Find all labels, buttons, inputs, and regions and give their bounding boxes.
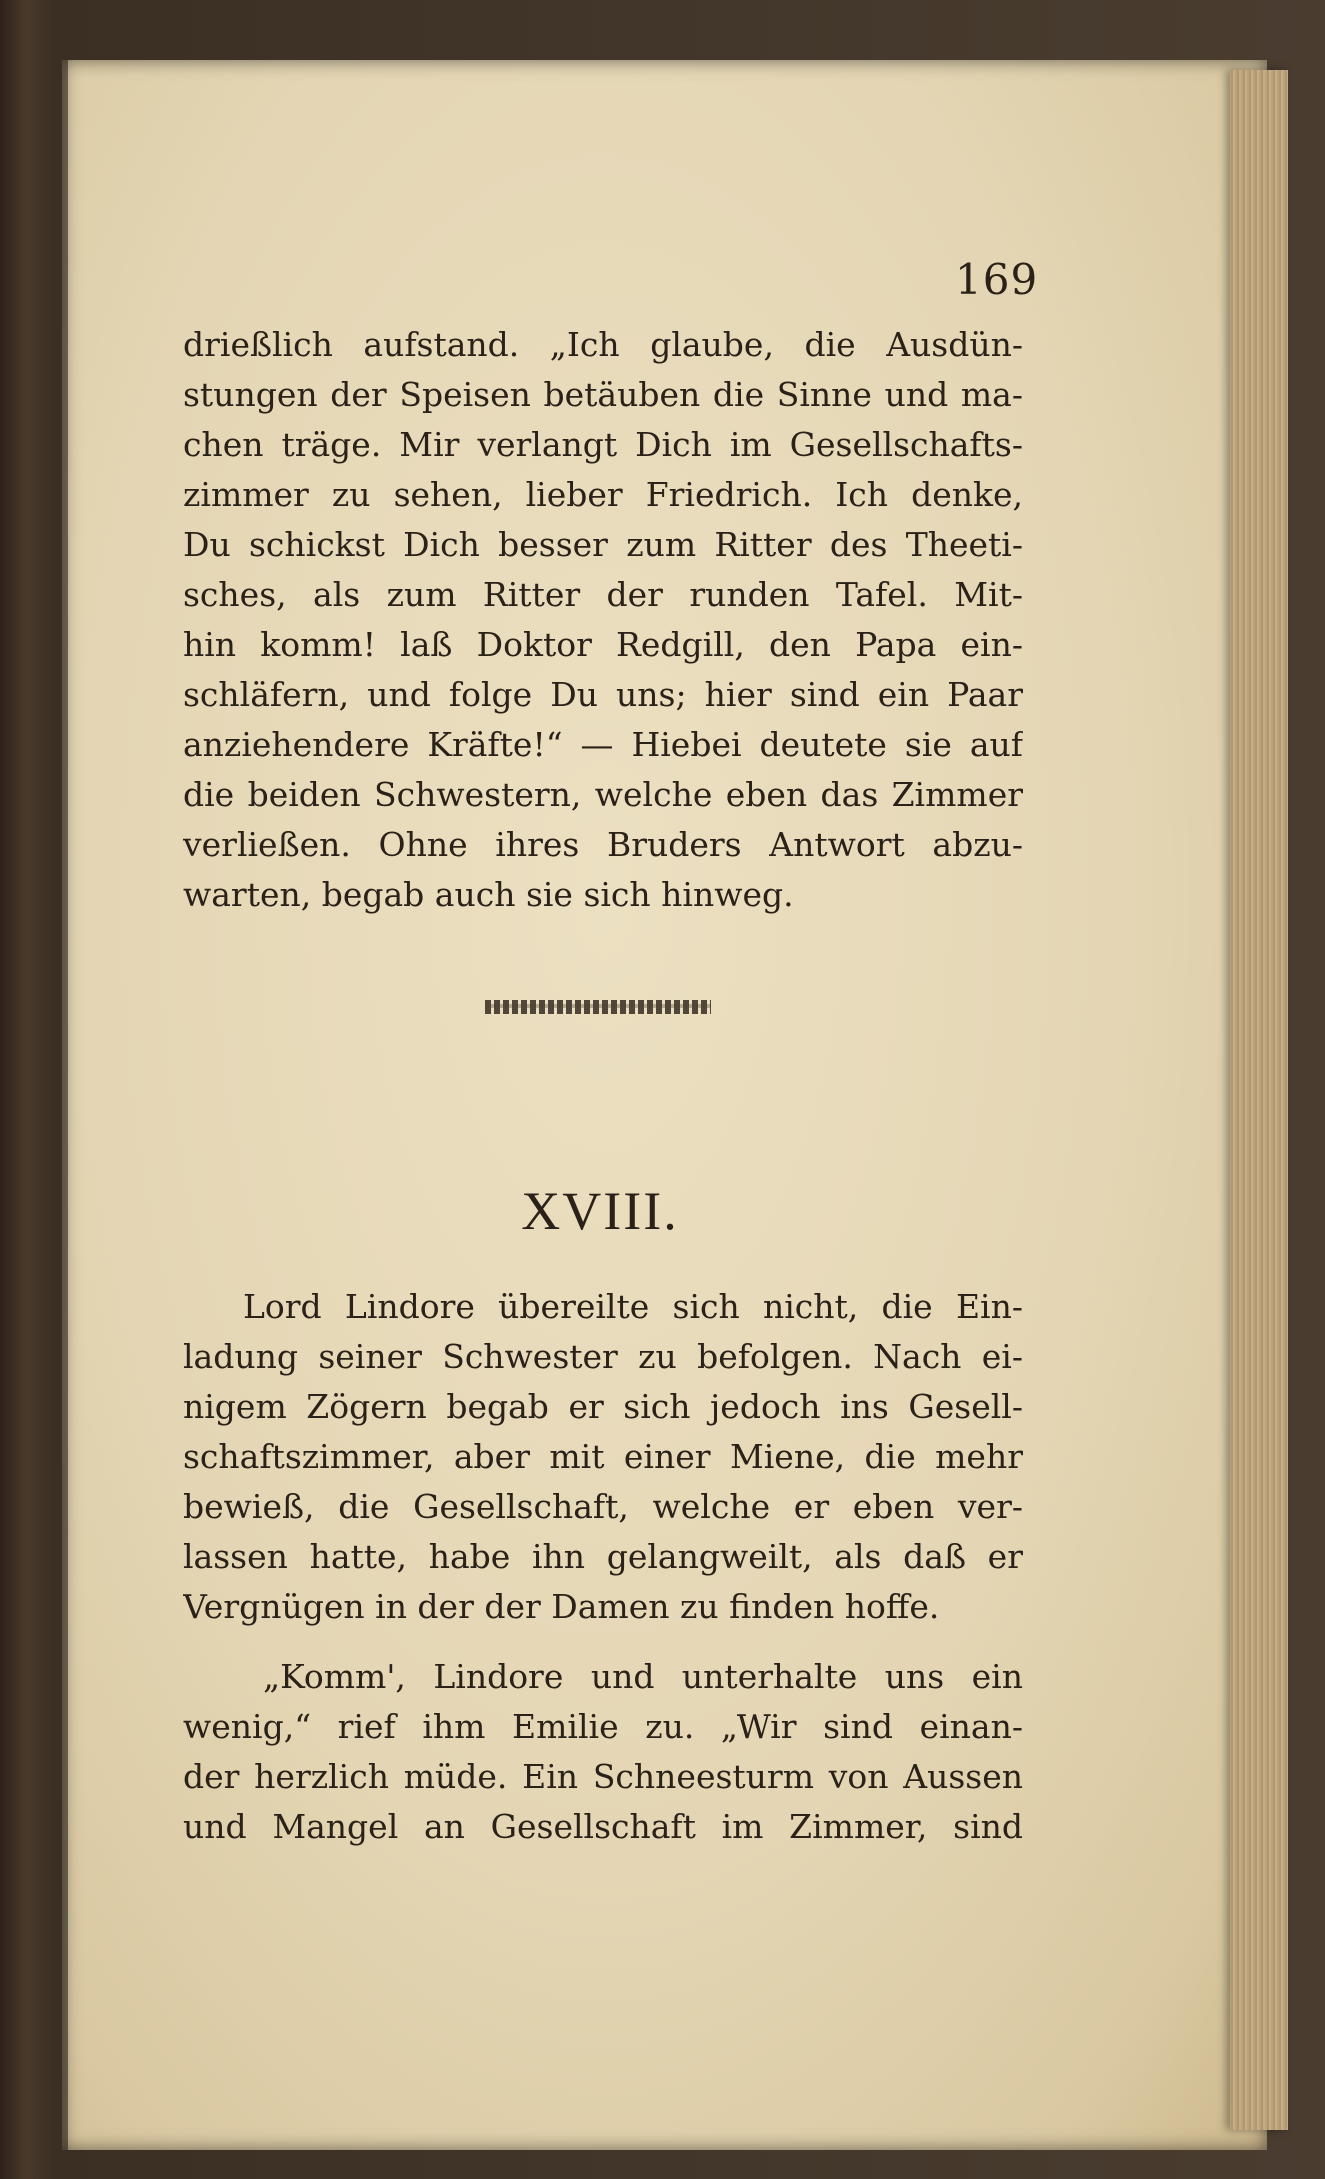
text-line: anziehendere Kräfte!“ — Hiebei deutete sie auf (183, 725, 1023, 764)
paragraph-2 (183, 1282, 1023, 1632)
section-divider-ornament (485, 1000, 711, 1014)
text-line: „Komm', Lindore und unterhalte uns ein (263, 1657, 1023, 1696)
text-line: hin komm! laß Doktor Redgill, den Papa ein- (183, 625, 1023, 664)
text-line: ladung seiner Schwester zu befolgen. Nach ei- (183, 1337, 1023, 1376)
text-line: warten, begab auch sie sich hinweg. (183, 875, 794, 914)
page-edges (1230, 70, 1288, 2130)
text-line: schläfern, und folge Du uns; hier sind ein Paar (183, 675, 1023, 714)
text-line: sches, als zum Ritter der runden Tafel. Mit- (183, 575, 1023, 614)
text-line: wenig,“ rief ihm Emilie zu. „Wir sind einan- (183, 1707, 1023, 1746)
page-gutter (62, 60, 68, 2150)
page-number: 169 (955, 255, 1039, 304)
text-line: zimmer zu sehen, lieber Friedrich. Ich denke, (183, 475, 1023, 514)
paragraph-3 (183, 1652, 1023, 1862)
text-line: Lord Lindore übereilte sich nicht, die Ein- (243, 1287, 1023, 1326)
text-line: bewieß, die Gesellschaft, welche er eben ver- (183, 1487, 1023, 1526)
text-line: schaftszimmer, aber mit einer Miene, die mehr (183, 1437, 1023, 1476)
chapter-heading: XVIII. (521, 1181, 679, 1241)
text-line: Du schickst Dich besser zum Ritter des Theeti- (183, 525, 1023, 564)
text-line: chen träge. Mir verlangt Dich im Gesellschafts- (183, 425, 1023, 464)
text-line: und Mangel an Gesellschaft im Zimmer, sind (183, 1807, 1023, 1846)
text-line: verließen. Ohne ihres Bruders Antwort abzu- (183, 825, 1023, 864)
paragraph-1 (183, 320, 1023, 920)
text-line: nigem Zögern begab er sich jedoch ins Gesell- (183, 1387, 1023, 1426)
text-line: Vergnügen in der der Damen zu finden hoffe. (183, 1587, 940, 1626)
text-line: stungen der Speisen betäuben die Sinne und ma- (183, 375, 1023, 414)
text-line: die beiden Schwestern, welche eben das Zimmer (183, 775, 1023, 814)
text-line: lassen hatte, habe ihn gelangweilt, als daß er (183, 1537, 1023, 1576)
text-line: der herzlich müde. Ein Schneesturm von Aussen (183, 1757, 1023, 1796)
text-line: drießlich aufstand. „Ich glaube, die Ausdün- (183, 325, 1023, 364)
